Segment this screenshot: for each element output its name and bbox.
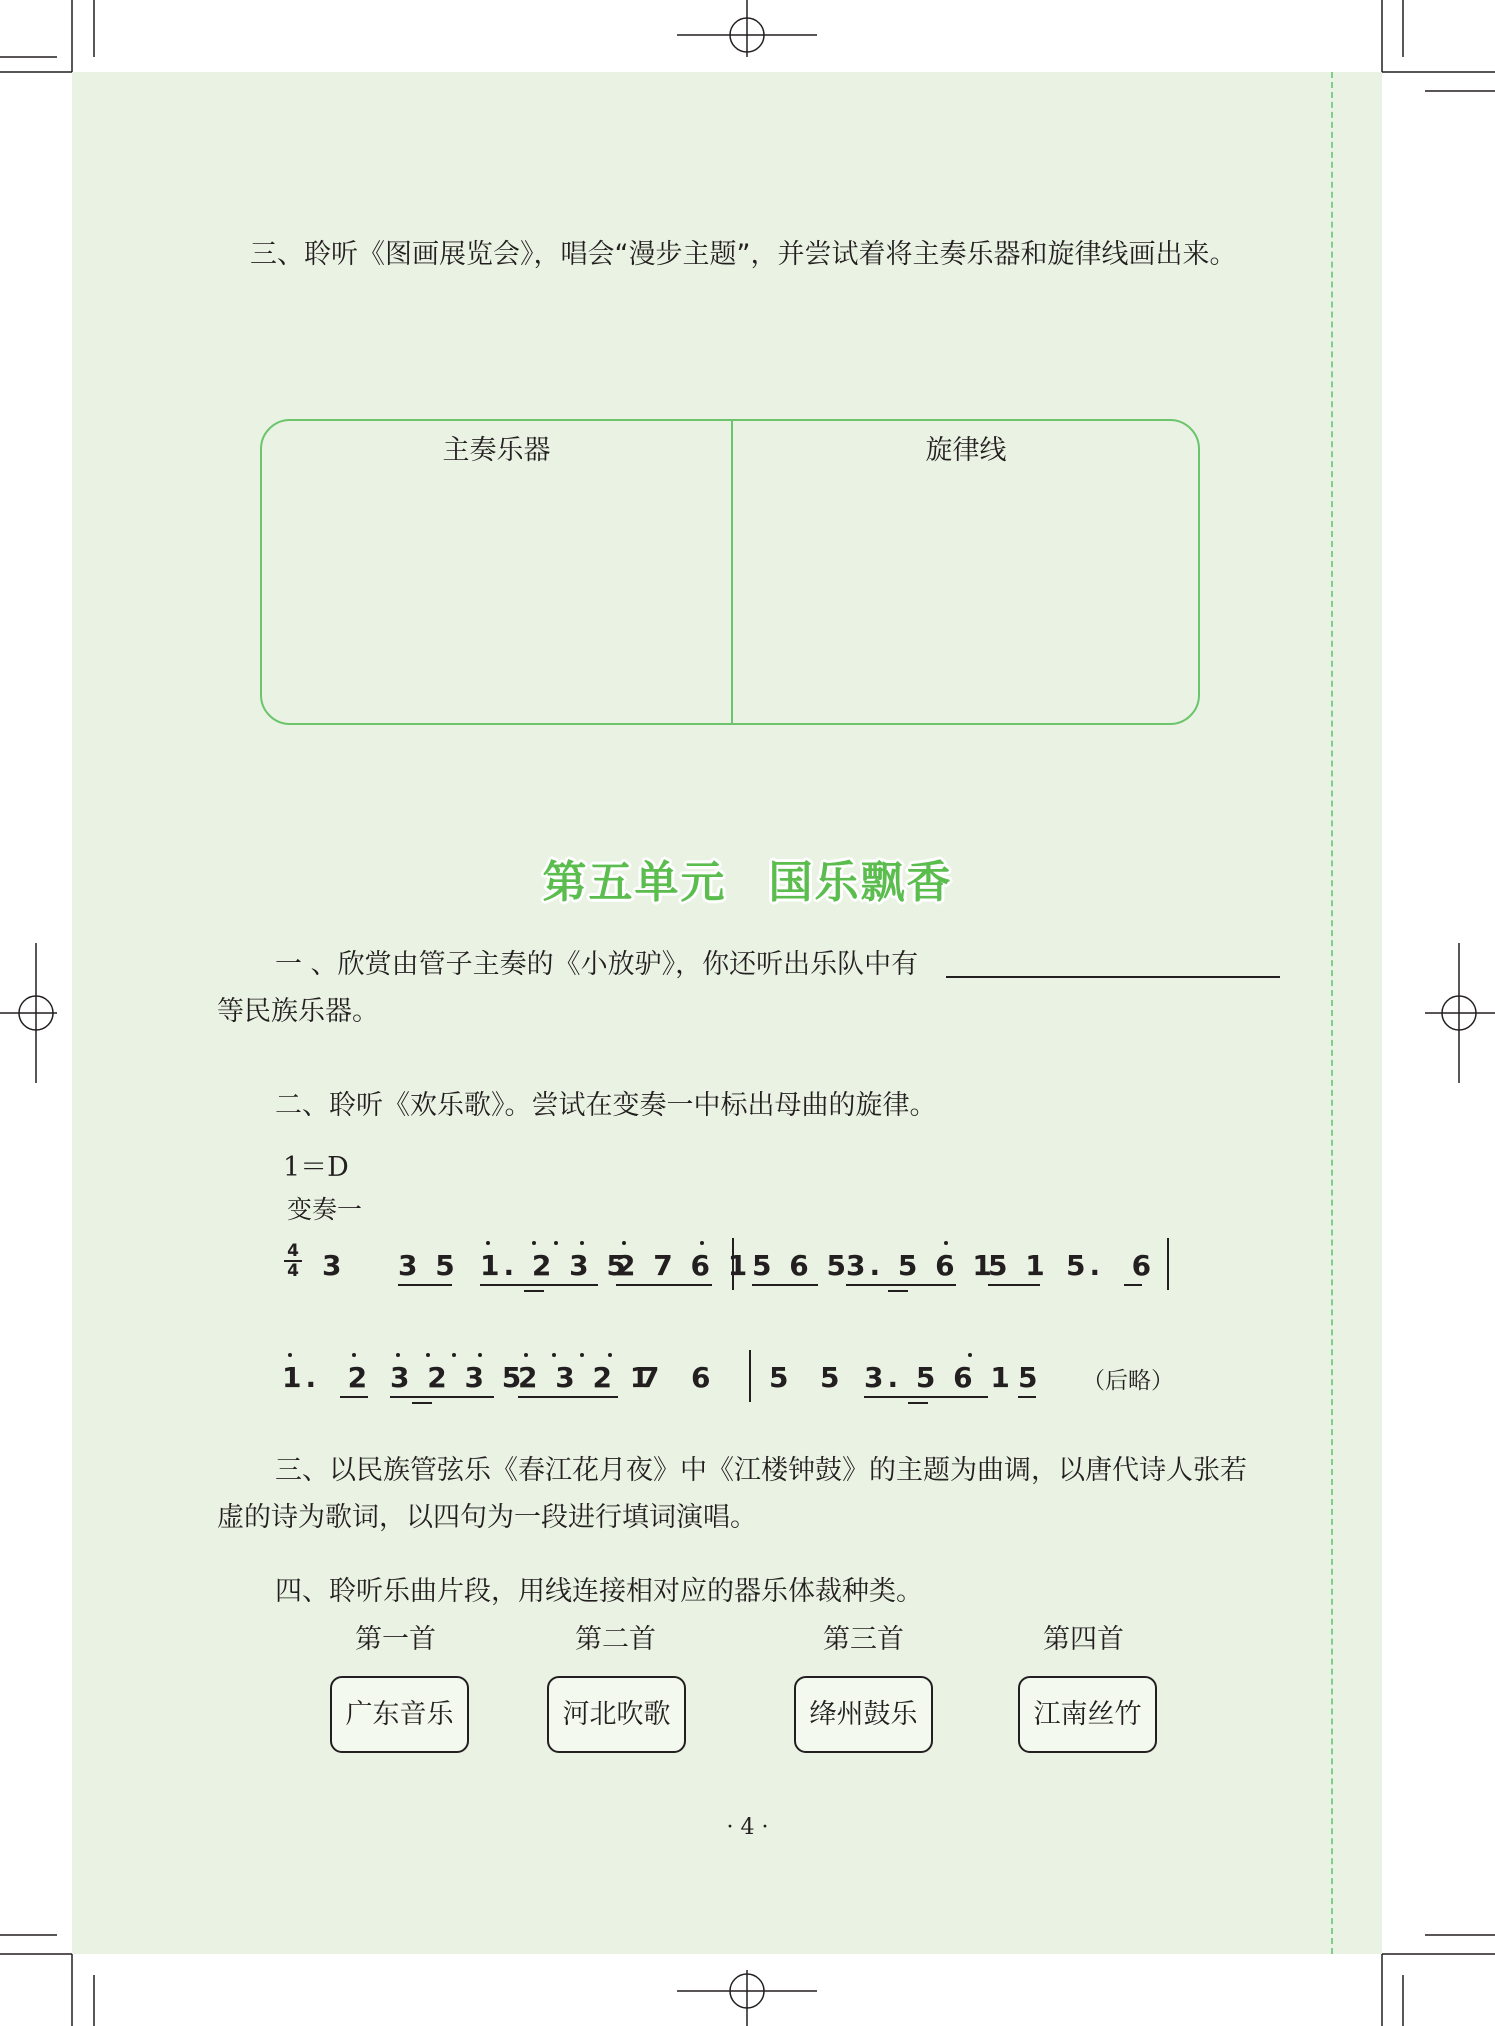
underline <box>412 1402 432 1404</box>
underline <box>518 1396 618 1398</box>
underline <box>390 1396 494 1398</box>
octave-dot <box>478 1353 482 1357</box>
genre-box-jiangzhou[interactable]: 绛州鼓乐 <box>794 1676 933 1753</box>
notation-r2-m1d: 7 6 <box>640 1361 715 1394</box>
col-header-melody-line: 旋律线 <box>925 435 1007 466</box>
octave-dot <box>554 1241 558 1245</box>
octave-dot <box>622 1241 626 1245</box>
genre-box-jiangnan[interactable]: 江南丝竹 <box>1018 1676 1157 1753</box>
underline <box>480 1284 598 1286</box>
page-number: · 4 · <box>726 1815 769 1840</box>
col-header-instrument: 主奏乐器 <box>442 435 551 466</box>
octave-dot <box>288 1353 292 1357</box>
q3-line1: 三、以民族管弦乐《春江花月夜》中《江楼钟鼓》的主题为曲调，以唐代诗人张若 <box>275 1455 1247 1486</box>
barline <box>732 1238 734 1290</box>
octave-dot <box>524 1353 528 1357</box>
octave-dot <box>486 1241 490 1245</box>
time-sig-bottom: 4 <box>287 1261 299 1281</box>
underline <box>616 1284 712 1286</box>
octave-dot <box>426 1353 430 1357</box>
variation-label: 变奏一 <box>287 1195 363 1224</box>
octave-dot <box>944 1241 948 1245</box>
notation-r1-m2d: 5. 6 <box>1066 1249 1156 1282</box>
octave-dot <box>700 1241 704 1245</box>
octave-dot <box>352 1353 356 1357</box>
notation-r1-m2a: 5 6 5 <box>752 1249 850 1282</box>
notation-r1-m1b: 3 5 <box>398 1249 459 1282</box>
underline <box>524 1290 544 1292</box>
octave-dot <box>608 1353 612 1357</box>
underline <box>908 1402 928 1404</box>
q2-title: 二、聆听《欢乐歌》。尝试在变奏一中标出母曲的旋律。 <box>275 1090 937 1121</box>
notation-r2-m2c: 5 <box>1018 1361 1042 1394</box>
q3-line2: 虚的诗为歌词，以四句为一段进行填词演唱。 <box>217 1502 757 1533</box>
q4-title: 四、聆听乐曲片段，用线连接相对应的器乐体裁种类。 <box>275 1576 923 1607</box>
barline <box>1167 1238 1169 1290</box>
piece-label-1: 第一首 <box>355 1624 436 1655</box>
notation-r1-m2c: 5 1 <box>988 1249 1049 1282</box>
notation-r2-m2b: 3. 5 6 1 <box>864 1361 1014 1394</box>
q1-line2: 等民族乐器。 <box>217 996 379 1027</box>
octave-dot <box>968 1353 972 1357</box>
notation-r1-m1a: 3 <box>322 1249 346 1282</box>
octave-dot <box>452 1353 456 1357</box>
notation-r1-m1d: 2 7 6 1 <box>616 1249 752 1282</box>
genre-box-guangdong[interactable]: 广东音乐 <box>330 1676 469 1753</box>
piece-label-3: 第三首 <box>823 1624 904 1655</box>
underline <box>752 1284 818 1286</box>
underline <box>398 1284 452 1286</box>
notation-r2-m1a: 1. 2 <box>282 1361 372 1394</box>
genre-box-hebei[interactable]: 河北吹歌 <box>547 1676 686 1753</box>
notation-r2-m1c: 2 3 2 1 <box>518 1361 654 1394</box>
notation-r1-m1c: 1. 2 3 5 <box>480 1249 630 1282</box>
unit-name: 国乐飘香 <box>768 857 953 908</box>
time-signature <box>284 1243 302 1279</box>
octave-dot <box>580 1353 584 1357</box>
q1-answer-blank[interactable] <box>946 976 1280 978</box>
key-signature: 1＝D <box>283 1152 349 1183</box>
piece-label-4: 第四首 <box>1043 1624 1124 1655</box>
fold-line <box>1331 72 1333 1954</box>
underline <box>1018 1396 1036 1398</box>
underline <box>988 1284 1040 1286</box>
section3-instruction: 三、聆听《图画展览会》，唱会“漫步主题”，并尝试着将主奏乐器和旋律线画出来。 <box>250 239 1237 270</box>
q1-line1: 一 、欣赏由管子主奏的《小放驴》，你还听出乐队中有 <box>275 949 919 980</box>
unit-number: 第五单元 <box>542 857 727 908</box>
underline <box>1124 1284 1142 1286</box>
notation-r1-m2b: 3. 5 6 1 <box>846 1249 996 1282</box>
octave-dot <box>396 1353 400 1357</box>
unit-title <box>0 846 1495 910</box>
notation-r2-m2a: 5 5 <box>769 1361 844 1394</box>
octave-dot <box>532 1241 536 1245</box>
barline <box>749 1350 751 1402</box>
underline <box>888 1290 908 1292</box>
underline <box>340 1396 368 1398</box>
underline <box>864 1396 988 1398</box>
octave-dot <box>580 1241 584 1245</box>
octave-dot <box>552 1353 556 1357</box>
piece-label-2: 第二首 <box>575 1624 656 1655</box>
underline <box>846 1284 956 1286</box>
omitted-note: （后略） <box>1082 1368 1174 1394</box>
notation-r2-m1b: 3 2 3 5 <box>390 1361 526 1394</box>
drawing-table <box>260 419 1200 725</box>
time-sig-top: 4 <box>287 1241 299 1261</box>
